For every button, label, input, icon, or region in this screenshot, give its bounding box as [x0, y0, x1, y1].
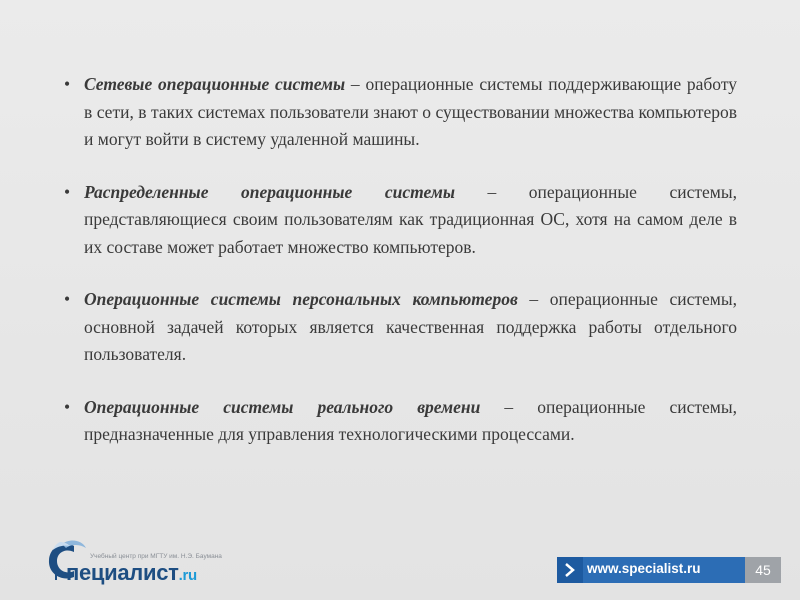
bullet-item [62, 286, 737, 369]
specialist-logo[interactable] [44, 538, 284, 588]
bullet-marker: • [64, 74, 71, 94]
logo-word-text: пециалист [66, 560, 179, 585]
logo-wordmark [66, 560, 197, 586]
bullet-marker: • [64, 289, 71, 309]
bullet-marker: • [64, 396, 71, 417]
website-link[interactable] [557, 557, 745, 583]
bullet-text: – операционные системы, представляющиеся своим пользователям как традиционная ОС, хотя на самом деле в их составе может работает множество компьютеров. [84, 181, 737, 257]
bullet-term: Сетевые операционные системы [84, 74, 346, 94]
website-url: www.specialist.ru [587, 561, 701, 576]
bullet-text: – операционные системы, основной задачей которых является качественная поддержка работы отдельного пользователя. [84, 289, 737, 364]
bullet-item [62, 394, 737, 449]
bullet-list [62, 71, 737, 474]
page-number: 45 [745, 557, 781, 583]
logo-tld: .ru [178, 567, 197, 584]
bullet-text: – операционные системы, предназначенные для управления технологическими процессами. [84, 396, 737, 444]
bullet-term: Операционные системы реального времени [84, 396, 481, 417]
logo-caption: Учебный центр при МГТУ им. Н.Э. Баумана [90, 553, 222, 560]
bullet-term: Операционные системы персональных компьютеров [84, 289, 518, 309]
bullet-item [62, 71, 737, 154]
bullet-text: – операционные системы поддерживающие работу в сети, в таких системах пользователи знают о существовании множества компьютеров и могут войти в систему удаленной машины. [84, 74, 737, 149]
bullet-term: Распределенные операционные системы [84, 181, 455, 202]
bullet-marker: • [64, 181, 71, 202]
arrow-right-icon [557, 557, 583, 583]
bullet-item [62, 179, 737, 262]
